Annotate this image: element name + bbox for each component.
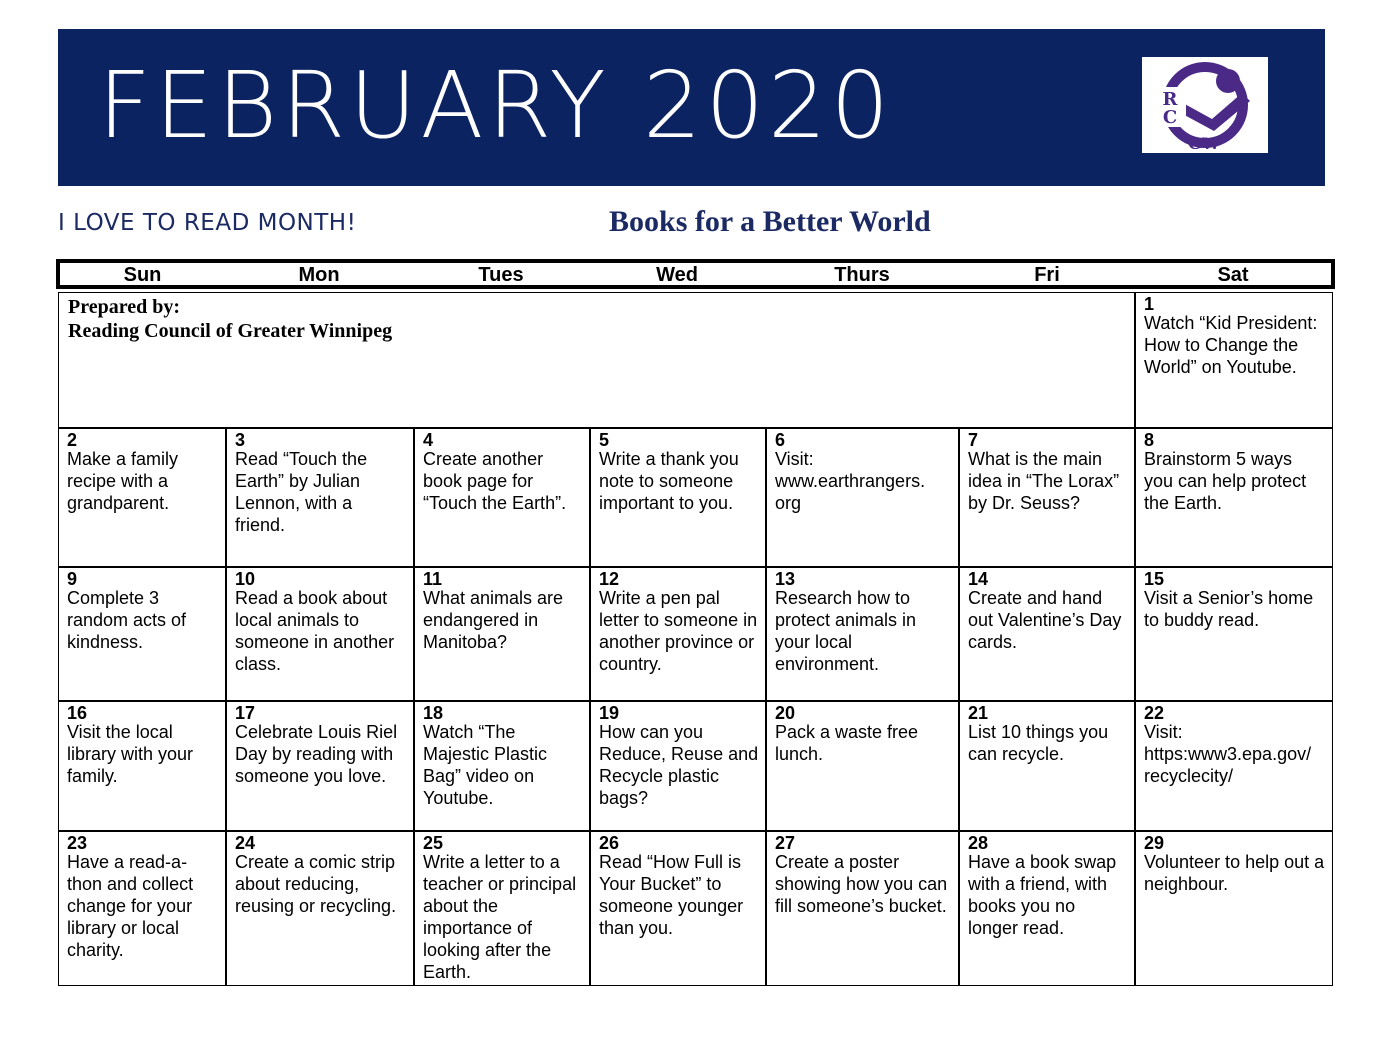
- day-cell: [414, 567, 590, 701]
- day-number: 3: [235, 430, 246, 450]
- day-number: 11: [423, 569, 443, 589]
- weekday-sat: Sat: [1217, 264, 1249, 286]
- day-cell: [1135, 701, 1333, 831]
- day-number: 9: [67, 569, 78, 589]
- day-activity: What animals are endangered in Manitoba?: [423, 588, 564, 652]
- day-number: 12: [599, 569, 620, 589]
- day-cell: [414, 831, 590, 986]
- day-cell: [226, 428, 414, 567]
- day-number: 14: [968, 569, 989, 589]
- day-cell: [226, 831, 414, 986]
- day-number: 18: [423, 703, 444, 723]
- day-cell: [590, 567, 766, 701]
- day-number: 2: [67, 430, 78, 450]
- day-cell: [58, 567, 226, 701]
- day-activity: Write a letter to a teacher or principal about the importance of looking after the Earth.: [423, 852, 577, 982]
- weekday-tues: Tues: [478, 264, 524, 286]
- day-activity: Read “How Full is Your Bucket” to someone younger than you.: [599, 852, 744, 938]
- day-cell: [1135, 428, 1333, 567]
- day-activity: Have a book swap with a friend, with books you no longer read.: [968, 852, 1117, 938]
- day-activity: Create another book page for “Touch the Earth”.: [423, 449, 567, 513]
- day-cell: [414, 428, 590, 567]
- day-number: 28: [968, 833, 989, 853]
- day-cell: [766, 831, 959, 986]
- day-activity: Visit: www.earthrangers. org: [775, 449, 926, 513]
- title-banner: [58, 29, 1325, 186]
- day-activity: Watch “The Majestic Plastic Bag” video on Youtube.: [423, 722, 548, 808]
- svg-text:GW: GW: [1188, 134, 1220, 153]
- day-cell: [226, 701, 414, 831]
- day-number: 21: [968, 703, 989, 723]
- love-to-read-subtitle: I LOVE TO READ MONTH!: [58, 210, 357, 236]
- calendar-grid: [56, 259, 1335, 986]
- day-number: 6: [775, 430, 786, 450]
- day-number: 4: [423, 430, 434, 450]
- day-number: 10: [235, 569, 256, 589]
- day-cell: [959, 567, 1135, 701]
- day-number: 16: [67, 703, 88, 723]
- day-cell: [959, 831, 1135, 986]
- day-number: 25: [423, 833, 444, 853]
- svg-text:R: R: [1162, 89, 1178, 110]
- weekday-header: [56, 259, 1335, 289]
- weekday-sun: Sun: [123, 264, 162, 286]
- day-activity: Create a poster showing how you can fill someone’s bucket.: [775, 852, 948, 916]
- day-number: 7: [968, 430, 979, 450]
- days-grid: [56, 292, 1335, 986]
- day-activity: Create a comic strip about reducing, reusing or recycling.: [235, 852, 397, 916]
- day-number: 15: [1144, 569, 1165, 589]
- day-number: 26: [599, 833, 620, 853]
- day-activity: Write a pen pal letter to someone in another province or country.: [599, 588, 758, 674]
- day-activity: Visit: https:www3.epa.gov/ recyclecity/: [1144, 722, 1312, 786]
- day-activity: Celebrate Louis Riel Day by reading with someone you love.: [235, 722, 398, 786]
- day-activity: Watch “Kid President: How to Change the World” on Youtube.: [1144, 313, 1318, 377]
- day-activity: How can you Reduce, Reuse and Recycle plastic bags?: [599, 722, 759, 808]
- day-activity: What is the main idea in “The Lorax” by Dr. Seuss?: [968, 449, 1120, 513]
- day-cell: [959, 428, 1135, 567]
- weekday-fri: Fri: [1034, 264, 1060, 286]
- day-cell: [1135, 831, 1333, 986]
- rcgw-logo-icon: [1142, 57, 1268, 153]
- day-cell: [766, 567, 959, 701]
- day-cell: [414, 701, 590, 831]
- rcgw-logo: [1142, 57, 1268, 153]
- day-cell: [1135, 292, 1333, 428]
- day-cell: [766, 701, 959, 831]
- day-number: 5: [599, 430, 610, 450]
- day-activity: Research how to protect animals in your local environment.: [775, 588, 917, 674]
- month-title: FEBRUARY 2020: [98, 52, 894, 159]
- day-activity: Have a read-a-thon and collect change for your library or local charity.: [67, 852, 194, 960]
- day-number: 8: [1144, 430, 1155, 450]
- day-number: 1: [1144, 294, 1155, 314]
- day-number: 22: [1144, 703, 1165, 723]
- day-cell: [766, 428, 959, 567]
- day-cell: [1135, 567, 1333, 701]
- books-better-world-subtitle: Books for a Better World: [609, 205, 931, 238]
- day-activity: Brainstorm 5 ways you can help protect the Earth.: [1144, 449, 1307, 513]
- day-activity: Read a book about local animals to someone in another class.: [235, 588, 395, 674]
- day-activity: Make a family recipe with a grandparent.: [67, 449, 179, 513]
- weekday-wed: Wed: [656, 264, 698, 286]
- weekday-thurs: Thurs: [834, 264, 890, 286]
- day-activity: Read “Touch the Earth” by Julian Lennon, with a friend.: [235, 449, 368, 535]
- day-activity: Write a thank you note to someone important to you.: [599, 449, 739, 513]
- day-cell: [58, 701, 226, 831]
- day-number: 24: [235, 833, 256, 853]
- day-activity: Volunteer to help out a neighbour.: [1144, 852, 1325, 894]
- day-number: 20: [775, 703, 796, 723]
- day-cell: [590, 701, 766, 831]
- day-number: 13: [775, 569, 796, 589]
- day-cell: [58, 428, 226, 567]
- day-number: 17: [235, 703, 256, 723]
- day-number: 19: [599, 703, 620, 723]
- day-number: 23: [67, 833, 88, 853]
- prepared-by-org: Reading Council of Greater Winnipeg: [68, 320, 393, 342]
- day-activity: Create and hand out Valentine’s Day cards.: [968, 588, 1122, 652]
- day-activity: List 10 things you can recycle.: [968, 722, 1109, 764]
- day-activity: Pack a waste free lunch.: [775, 722, 919, 764]
- day-activity: Complete 3 random acts of kindness.: [67, 588, 187, 652]
- day-cell: [959, 701, 1135, 831]
- day-activity: Visit a Senior’s home to buddy read.: [1144, 588, 1314, 630]
- prepared-by-box: [58, 292, 1135, 428]
- day-cell: [590, 428, 766, 567]
- day-number: 27: [775, 833, 796, 853]
- prepared-by-label: Prepared by:: [68, 296, 181, 318]
- day-cell: [58, 831, 226, 986]
- day-cell: [226, 567, 414, 701]
- day-activity: Visit the local library with your family.: [67, 722, 194, 786]
- weekday-mon: Mon: [298, 264, 340, 286]
- day-number: 29: [1144, 833, 1165, 853]
- svg-text:C: C: [1162, 107, 1178, 128]
- day-cell: [590, 831, 766, 986]
